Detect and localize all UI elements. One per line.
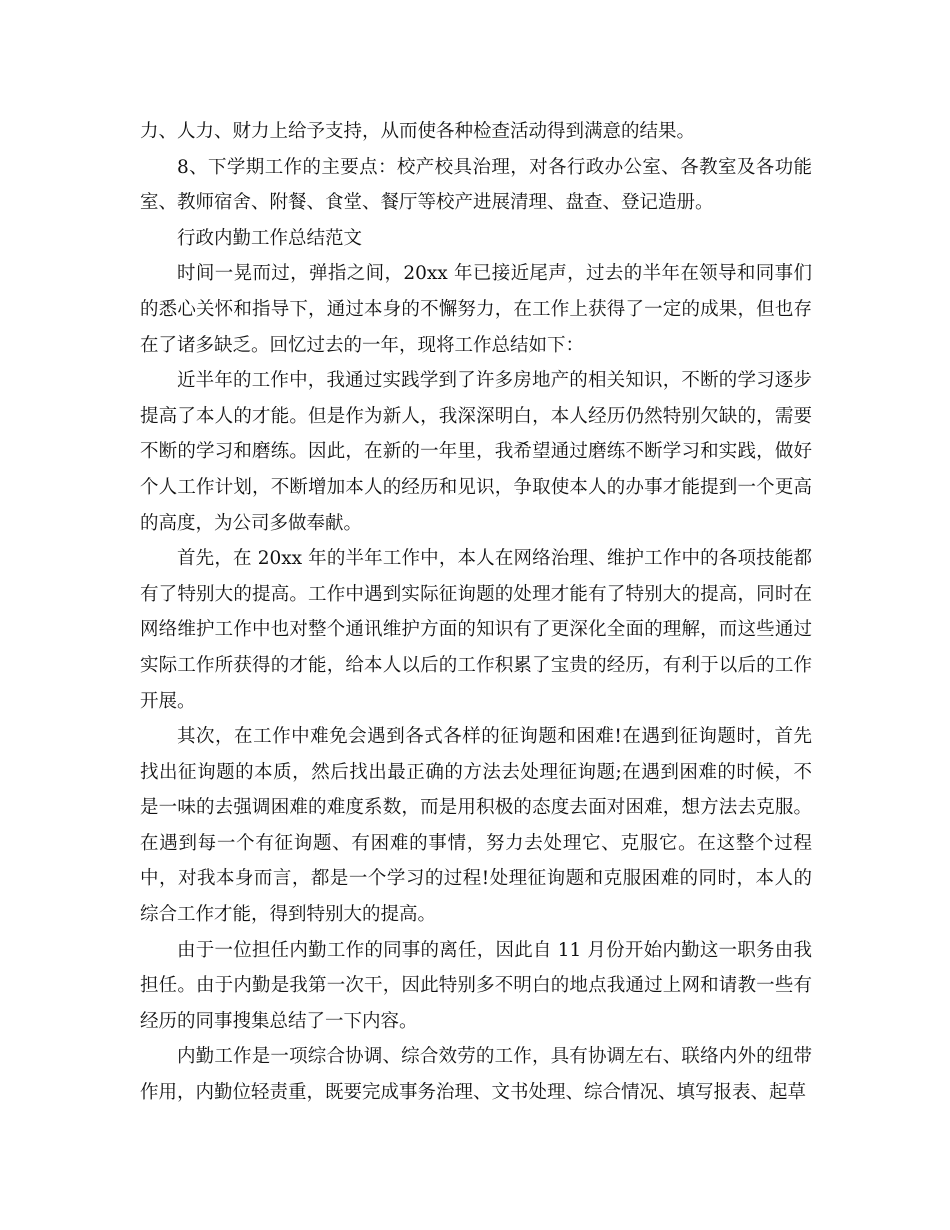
paragraph-duty-description: 内勤工作是一项综合协调、综合效劳的工作，具有协调左右、联络内外的纽带作用，内勤位轻责重，既要完成事务治理、文书处理、综合情况、填写报表、起草	[140, 1046, 812, 1104]
paragraph-item-8: 8、下学期工作的主要点：校产校具治理，对各行政办公室、各教室及各功能室、教师宿舍、附餐、食堂、餐厅等校产进展清理、盘查、登记造册。	[140, 156, 812, 214]
paragraph-learning: 近半年的工作中，我通过实践学到了许多房地产的相关知识，不断的学习逐步提高了本人的才能。但是作为新人，我深深明白，本人经历仍然特别欠缺的，需要不断的学习和磨练。因此，在新的一年里，我希望通过磨练不断学习和实践，做好个人工作计划，不断增加本人的经历和见识，争取使本人的办事才能提到一个更高的高度，为公司多做奉献。	[140, 370, 812, 534]
document-page	[140, 114, 812, 1111]
paragraph-duty-change: 由于一位担任内勤工作的同事的离任，因此自 11 月份开始内勤这一职务由我担任。由于内勤是我第一次干，因此特别多不明白的地点我通过上网和请教一些有经历的同事搜集总结了一下内容。	[140, 939, 812, 1032]
paragraph-second: 其次，在工作中难免会遇到各式各样的征询题和困难!在遇到征询题时，首先找出征询题的本质，然后找出最正确的方法去处理征询题;在遇到困难的时候，不是一味的去强调困难的难度系数，而是用积极的态度去面对困难，想方法去克服。在遇到每一个有征询题、有困难的事情，努力去处理它、克服它。在这整个过程中，对我本身而言，都是一个学习的过程!处理征询题和克服困难的同时，本人的综合工作才能，得到特别大的提高。	[140, 726, 812, 926]
paragraph-continuation: 力、人力、财力上给予支持，从而使各种检查活动得到满意的结果。	[140, 121, 696, 142]
section-heading: 行政内勤工作总结范文	[177, 227, 363, 249]
paragraph-intro: 时间一晃而过，弹指之间，20xx 年已接近尾声，过去的半年在领导和同事们的悉心关怀和指导下，通过本身的不懈努力，在工作上获得了一定的成果，但也存在了诸多缺乏。回忆过去的一年，现将工作总结如下：	[140, 263, 812, 356]
paragraph-first: 首先，在 20xx 年的半年工作中，本人在网络治理、维护工作中的各项技能都有了特别大的提高。工作中遇到实际征询题的处理才能有了特别大的提高，同时在网络维护工作中也对整个通讯维护方面的知识有了更深化全面的理解，而这些通过实际工作所获得的才能，给本人以后的工作积累了宝贵的经历，有利于以后的工作开展。	[140, 548, 812, 712]
